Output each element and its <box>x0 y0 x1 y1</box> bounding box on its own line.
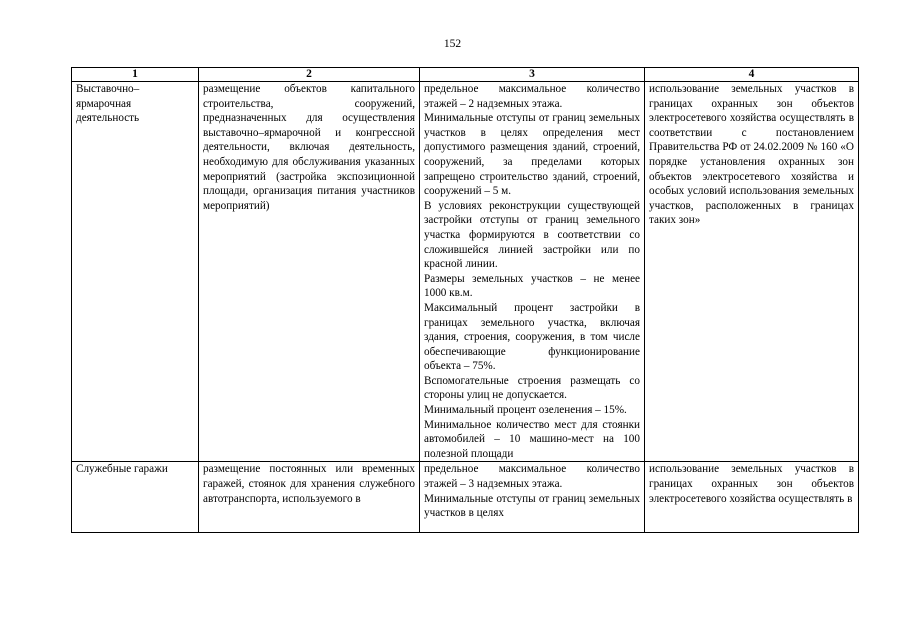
column-header-4: 4 <box>645 68 859 82</box>
use-type-description: размещение объектов капитального строительства, сооружений, предназначенных для осуществления выставочно–ярмарочной и конгрессной деятельности, включая деятельность, необходимую для обслуживания указанных мероприятий (застройка экспозиционной площади, организация питания участников мероприятий) <box>199 82 420 462</box>
column-header-1: 1 <box>72 68 199 82</box>
parameter-paragraph: Минимальное количество мест для стоянки автомобилей – 10 машино-мест на 100 полезной площади <box>424 418 640 460</box>
parameter-paragraph: В условиях реконструкции существующей застройки отступы от границ земельного участка формируются в соответствии со сложившейся линией застройки или по красной линии. <box>424 199 640 271</box>
table-row <box>72 462 859 533</box>
use-type-name: Выставочно–ярмарочная деятельность <box>72 82 199 462</box>
use-type-description: размещение постоянных или временных гаражей, стоянок для хранения служебного автотранспорта, используемого в <box>199 462 420 533</box>
table-header-row <box>72 68 859 82</box>
construction-parameters <box>420 462 645 533</box>
use-restrictions: использование земельных участков в границах охранных зон объектов электросетевого хозяйства осуществлять в <box>645 462 859 533</box>
regulations-table <box>71 67 859 533</box>
parameter-paragraph: Минимальные отступы от границ земельных участков в целях <box>424 492 640 520</box>
parameter-paragraph: Минимальный процент озеленения – 15%. <box>424 404 627 417</box>
use-type-name: Служебные гаражи <box>72 462 199 533</box>
parameter-paragraph: предельное максимальное количество этажей – 2 надземных этажа. <box>424 83 640 110</box>
parameter-paragraph: Размеры земельных участков – не менее 1000 кв.м. <box>424 272 640 300</box>
column-header-3: 3 <box>420 68 645 82</box>
parameter-paragraph: Максимальный процент застройки в границах земельного участка, включая здания, строения, сооружения, в том числе обеспечивающие функционирование объекта – 75%. <box>424 301 640 373</box>
parameter-paragraph: Вспомогательные строения размещать со стороны улиц не допускается. <box>424 374 640 402</box>
page-number: 152 <box>443 38 462 50</box>
use-restrictions: использование земельных участков в границах охранных зон объектов электросетевого хозяйства осуществлять в соответствии с постановлением Правительства РФ от 24.02.2009 № 160 «О порядке установления охранных зон объектов электросетевого хозяйства и особых условий использования земельных участков, расположенных в границах таких зон» <box>645 82 859 462</box>
table-row <box>72 82 859 462</box>
column-header-2: 2 <box>199 68 420 82</box>
construction-parameters <box>420 82 645 462</box>
parameter-paragraph: Минимальные отступы от границ земельных участков в целях определения мест допустимого размещения зданий, строений, сооружений, за пределами которых запрещено строительство зданий, строений, сооружений – 5 м. <box>424 112 640 198</box>
parameter-paragraph: предельное максимальное количество этажей – 3 надземных этажа. <box>424 463 640 491</box>
